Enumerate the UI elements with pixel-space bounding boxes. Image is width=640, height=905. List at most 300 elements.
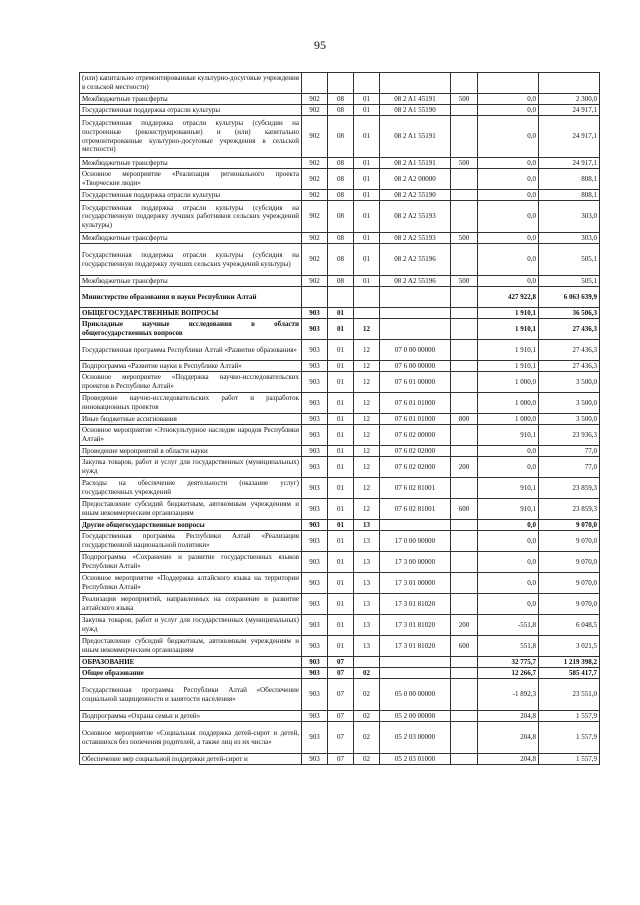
row-expense-type-cell: 500	[451, 158, 478, 169]
row-subsection-cell: 02	[354, 668, 380, 679]
row-amount-change-cell: 204,8	[478, 722, 539, 754]
row-amount-change-cell: 910,1	[478, 425, 539, 446]
row-subsection-cell: 12	[354, 414, 380, 425]
row-target-article-cell	[380, 73, 451, 94]
row-subsection-cell: 01	[354, 169, 380, 190]
row-section-cell: 01	[328, 372, 354, 393]
row-ministry-code-cell	[302, 73, 328, 94]
table-row	[80, 361, 600, 372]
row-subsection-cell: 02	[354, 754, 380, 765]
table-row	[80, 116, 600, 158]
row-subsection-cell	[354, 287, 380, 308]
row-subsection-cell: 01	[354, 94, 380, 105]
row-subsection-cell: 13	[354, 636, 380, 657]
row-amount-change-cell: 0,0	[478, 190, 539, 201]
table-row	[80, 244, 600, 276]
row-subsection-cell: 12	[354, 499, 380, 520]
row-amount-change-cell: 1 000,0	[478, 372, 539, 393]
row-amount-total-cell: 27 436,3	[539, 340, 600, 361]
row-subsection-cell: 02	[354, 722, 380, 754]
row-target-article-cell: 08 2 A2 00000	[380, 169, 451, 190]
table-row	[80, 158, 600, 169]
row-subsection-cell: 12	[354, 446, 380, 457]
row-subsection-cell: 13	[354, 615, 380, 636]
row-expense-type-cell	[451, 711, 478, 722]
row-section-cell: 01	[328, 520, 354, 531]
row-target-article-cell	[380, 657, 451, 668]
table-row	[80, 679, 600, 711]
row-amount-total-cell: 9 070,0	[539, 531, 600, 552]
row-expense-type-cell	[451, 531, 478, 552]
table-row	[80, 722, 600, 754]
row-ministry-code-cell: 903	[302, 308, 328, 319]
row-section-cell: 08	[328, 244, 354, 276]
row-section-cell: 01	[328, 594, 354, 615]
row-name-cell: Государственная поддержка отрасли культуры (субсидия на государственную поддержку лучших работников сельских учреждений культуры)	[80, 201, 302, 233]
row-ministry-code-cell	[302, 287, 328, 308]
row-section-cell: 01	[328, 340, 354, 361]
row-section-cell: 01	[328, 615, 354, 636]
table-row	[80, 414, 600, 425]
row-ministry-code-cell: 903	[302, 615, 328, 636]
row-target-article-cell: 05 0 00 00000	[380, 679, 451, 711]
table-row	[80, 615, 600, 636]
row-amount-change-cell: 0,0	[478, 573, 539, 594]
row-subsection-cell: 01	[354, 105, 380, 116]
row-expense-type-cell	[451, 372, 478, 393]
row-section-cell: 08	[328, 116, 354, 158]
row-section-cell: 01	[328, 361, 354, 372]
row-amount-change-cell: 0,0	[478, 446, 539, 457]
row-section-cell: 01	[328, 319, 354, 340]
table-row	[80, 319, 600, 340]
row-name-cell: Обеспечение мер социальной поддержки детей-сирот и	[80, 754, 302, 765]
row-expense-type-cell: 200	[451, 457, 478, 478]
row-ministry-code-cell: 902	[302, 190, 328, 201]
row-section-cell: 01	[328, 446, 354, 457]
row-expense-type-cell: 500	[451, 94, 478, 105]
row-expense-type-cell	[451, 116, 478, 158]
row-amount-total-cell: 9 070,0	[539, 594, 600, 615]
row-name-cell: Расходы на обеспечение деятельности (оказание услуг) государственных учреждений	[80, 478, 302, 499]
row-expense-type-cell: 600	[451, 636, 478, 657]
row-amount-change-cell: 12 266,7	[478, 668, 539, 679]
row-ministry-code-cell: 903	[302, 414, 328, 425]
row-target-article-cell: 08 2 A1 55190	[380, 105, 451, 116]
row-subsection-cell: 02	[354, 711, 380, 722]
row-section-cell: 07	[328, 679, 354, 711]
row-amount-total-cell: 9 070,0	[539, 552, 600, 573]
row-amount-total-cell: 3 500,0	[539, 414, 600, 425]
row-expense-type-cell	[451, 478, 478, 499]
row-expense-type-cell	[451, 105, 478, 116]
row-name-cell: Государственная программа Республики Алтай «Реализация государственной национальной политики»	[80, 531, 302, 552]
row-target-article-cell: 07 0 00 00000	[380, 340, 451, 361]
row-target-article-cell: 17 3 01 81020	[380, 636, 451, 657]
row-ministry-code-cell: 903	[302, 372, 328, 393]
row-amount-total-cell: 23 551,0	[539, 679, 600, 711]
row-amount-change-cell: 0,0	[478, 276, 539, 287]
row-target-article-cell: 17 0 00 00000	[380, 531, 451, 552]
row-name-cell: Основное мероприятие «Реализация регионального проекта «Творческие люди»	[80, 169, 302, 190]
row-amount-change-cell: 1 000,0	[478, 393, 539, 414]
row-amount-total-cell: 808,1	[539, 169, 600, 190]
row-amount-total-cell: 303,0	[539, 233, 600, 244]
table-row	[80, 499, 600, 520]
row-amount-change-cell: -551,8	[478, 615, 539, 636]
row-target-article-cell: 07 6 02 81001	[380, 499, 451, 520]
row-target-article-cell: 07 6 01 00000	[380, 372, 451, 393]
row-amount-change-cell: 551,8	[478, 636, 539, 657]
row-target-article-cell	[380, 287, 451, 308]
row-expense-type-cell	[451, 425, 478, 446]
table-row	[80, 711, 600, 722]
row-amount-total-cell: 585 417,7	[539, 668, 600, 679]
row-amount-total-cell: 23 936,3	[539, 425, 600, 446]
table-row	[80, 520, 600, 531]
row-section-cell: 01	[328, 425, 354, 446]
row-amount-total-cell: 3 021,5	[539, 636, 600, 657]
row-ministry-code-cell: 902	[302, 201, 328, 233]
row-target-article-cell	[380, 668, 451, 679]
page-number: 95	[314, 38, 326, 52]
row-target-article-cell: 08 2 A2 55193	[380, 233, 451, 244]
table-row	[80, 552, 600, 573]
row-ministry-code-cell: 903	[302, 446, 328, 457]
row-amount-total-cell: 3 500,0	[539, 372, 600, 393]
row-amount-change-cell: 0,0	[478, 105, 539, 116]
row-amount-change-cell	[478, 73, 539, 94]
row-ministry-code-cell: 903	[302, 722, 328, 754]
row-name-cell: Министерство образования и науки Республики Алтай	[80, 287, 302, 308]
row-expense-type-cell	[451, 190, 478, 201]
row-expense-type-cell	[451, 319, 478, 340]
row-target-article-cell: 07 6 01 01000	[380, 414, 451, 425]
row-amount-total-cell: 505,1	[539, 244, 600, 276]
row-expense-type-cell	[451, 340, 478, 361]
row-subsection-cell: 12	[354, 457, 380, 478]
row-name-cell: Основное мероприятие «Поддержка алтайского языка на территории Республики Алтай»	[80, 573, 302, 594]
table-row	[80, 594, 600, 615]
row-ministry-code-cell: 903	[302, 520, 328, 531]
table-row	[80, 531, 600, 552]
row-target-article-cell	[380, 520, 451, 531]
row-ministry-code-cell: 903	[302, 636, 328, 657]
budget-table	[79, 72, 600, 765]
row-amount-change-cell: 0,0	[478, 158, 539, 169]
row-expense-type-cell	[451, 361, 478, 372]
row-name-cell: Общее образование	[80, 668, 302, 679]
row-name-cell: Государственная поддержка отрасли культуры (субсидия на государственную поддержку лучших сельских учреждений культуры)	[80, 244, 302, 276]
row-subsection-cell: 01	[354, 276, 380, 287]
table-row	[80, 287, 600, 308]
row-expense-type-cell: 500	[451, 276, 478, 287]
row-amount-total-cell: 27 436,3	[539, 361, 600, 372]
row-expense-type-cell	[451, 573, 478, 594]
row-expense-type-cell	[451, 169, 478, 190]
row-name-cell: Межбюджетные трансферты	[80, 276, 302, 287]
row-subsection-cell	[354, 657, 380, 668]
row-expense-type-cell: 600	[451, 499, 478, 520]
row-target-article-cell	[380, 319, 451, 340]
row-expense-type-cell	[451, 287, 478, 308]
row-name-cell: Государственная программа Республики Алтай «Развитие образования»	[80, 340, 302, 361]
row-amount-change-cell: 0,0	[478, 116, 539, 158]
row-target-article-cell: 05 2 00 00000	[380, 711, 451, 722]
row-expense-type-cell	[451, 668, 478, 679]
table-row	[80, 393, 600, 414]
row-amount-total-cell: 2 300,0	[539, 94, 600, 105]
row-amount-total-cell: 24 917,1	[539, 105, 600, 116]
row-name-cell: Государственная поддержка отрасли культуры	[80, 190, 302, 201]
row-name-cell: Межбюджетные трансферты	[80, 158, 302, 169]
row-target-article-cell: 07 6 02 02000	[380, 446, 451, 457]
row-name-cell: Подпрограмма «Сохранение и развитие государственных языков Республики Алтай»	[80, 552, 302, 573]
row-section-cell: 08	[328, 158, 354, 169]
row-expense-type-cell	[451, 594, 478, 615]
row-amount-change-cell: 0,0	[478, 531, 539, 552]
row-ministry-code-cell: 903	[302, 657, 328, 668]
row-name-cell: Закупка товаров, работ и услуг для государственных (муниципальных) нужд	[80, 457, 302, 478]
row-name-cell: Основное мероприятие «Этнокультурное наследие народов Республики Алтай»	[80, 425, 302, 446]
row-amount-total-cell: 27 436,3	[539, 319, 600, 340]
row-name-cell: Закупка товаров, работ и услуг для государственных (муниципальных) нужд	[80, 615, 302, 636]
row-target-article-cell: 08 2 A2 55190	[380, 190, 451, 201]
row-ministry-code-cell: 903	[302, 393, 328, 414]
row-section-cell: 01	[328, 552, 354, 573]
row-amount-change-cell: 204,8	[478, 711, 539, 722]
row-ministry-code-cell: 902	[302, 276, 328, 287]
row-subsection-cell: 12	[354, 393, 380, 414]
row-amount-total-cell: 1 557,9	[539, 722, 600, 754]
row-amount-change-cell: 1 910,1	[478, 361, 539, 372]
row-amount-total-cell: 1 557,9	[539, 754, 600, 765]
row-ministry-code-cell: 903	[302, 552, 328, 573]
table-row	[80, 425, 600, 446]
row-section-cell: 07	[328, 657, 354, 668]
row-target-article-cell: 08 2 A1 55191	[380, 116, 451, 158]
row-name-cell: Подпрограмма «Развитие науки в Республике Алтай»	[80, 361, 302, 372]
table-row	[80, 657, 600, 668]
row-expense-type-cell	[451, 679, 478, 711]
row-expense-type-cell	[451, 754, 478, 765]
row-amount-change-cell: 910,1	[478, 499, 539, 520]
row-name-cell: Проведение научно-исследовательских работ и разработок инновационных проектов	[80, 393, 302, 414]
row-amount-total-cell: 77,0	[539, 446, 600, 457]
row-amount-change-cell: 0,0	[478, 244, 539, 276]
row-expense-type-cell	[451, 201, 478, 233]
table-row	[80, 308, 600, 319]
row-subsection-cell: 01	[354, 201, 380, 233]
table-row	[80, 276, 600, 287]
row-amount-total-cell	[539, 73, 600, 94]
row-ministry-code-cell: 902	[302, 105, 328, 116]
row-subsection-cell: 01	[354, 158, 380, 169]
row-ministry-code-cell: 903	[302, 361, 328, 372]
row-name-cell: Предоставление субсидий бюджетным, автономным учреждениям и иным некоммерческим организациям	[80, 499, 302, 520]
row-amount-change-cell: 1 910,1	[478, 319, 539, 340]
row-ministry-code-cell: 902	[302, 116, 328, 158]
row-expense-type-cell	[451, 308, 478, 319]
row-section-cell: 07	[328, 754, 354, 765]
row-amount-change-cell: 0,0	[478, 552, 539, 573]
row-ministry-code-cell: 903	[302, 478, 328, 499]
row-ministry-code-cell: 903	[302, 573, 328, 594]
row-expense-type-cell	[451, 520, 478, 531]
row-subsection-cell: 13	[354, 520, 380, 531]
row-subsection-cell	[354, 73, 380, 94]
row-target-article-cell: 08 2 A1 55191	[380, 158, 451, 169]
row-amount-total-cell: 36 506,3	[539, 308, 600, 319]
row-expense-type-cell	[451, 73, 478, 94]
row-ministry-code-cell: 903	[302, 668, 328, 679]
row-name-cell: Государственная поддержка отрасли культуры	[80, 105, 302, 116]
row-name-cell: Подпрограмма «Охрана семьи и детей»	[80, 711, 302, 722]
row-amount-change-cell: 0,0	[478, 594, 539, 615]
row-amount-change-cell: 0,0	[478, 201, 539, 233]
row-section-cell: 01	[328, 308, 354, 319]
row-amount-total-cell: 23 859,3	[539, 478, 600, 499]
row-ministry-code-cell: 903	[302, 711, 328, 722]
row-amount-change-cell: 427 922,8	[478, 287, 539, 308]
row-expense-type-cell	[451, 244, 478, 276]
row-subsection-cell: 12	[354, 340, 380, 361]
row-amount-change-cell: 32 775,7	[478, 657, 539, 668]
row-target-article-cell: 07 6 00 00000	[380, 361, 451, 372]
row-ministry-code-cell: 903	[302, 754, 328, 765]
row-section-cell: 01	[328, 478, 354, 499]
row-section-cell: 01	[328, 636, 354, 657]
row-subsection-cell: 12	[354, 361, 380, 372]
row-target-article-cell: 08 2 A2 55196	[380, 244, 451, 276]
table-row	[80, 201, 600, 233]
row-section-cell: 07	[328, 711, 354, 722]
row-target-article-cell: 17 3 01 81020	[380, 594, 451, 615]
row-name-cell: Реализация мероприятий, направленных на сохранение и развитие алтайского языка	[80, 594, 302, 615]
table-row	[80, 754, 600, 765]
row-ministry-code-cell: 902	[302, 94, 328, 105]
row-subsection-cell: 12	[354, 319, 380, 340]
row-name-cell: Другие общегосударственные вопросы	[80, 520, 302, 531]
row-name-cell: Иные бюджетные ассигнования	[80, 414, 302, 425]
row-section-cell: 07	[328, 668, 354, 679]
row-ministry-code-cell: 903	[302, 340, 328, 361]
row-amount-total-cell: 1 219 398,2	[539, 657, 600, 668]
row-section-cell: 08	[328, 233, 354, 244]
row-target-article-cell: 05 2 03 00000	[380, 722, 451, 754]
table-row	[80, 340, 600, 361]
table-row	[80, 190, 600, 201]
table-row	[80, 372, 600, 393]
row-target-article-cell: 07 6 02 81001	[380, 478, 451, 499]
row-section-cell: 07	[328, 722, 354, 754]
row-expense-type-cell	[451, 446, 478, 457]
row-target-article-cell: 17 3 01 81020	[380, 615, 451, 636]
row-section-cell	[328, 287, 354, 308]
row-ministry-code-cell: 903	[302, 679, 328, 711]
row-ministry-code-cell: 903	[302, 319, 328, 340]
row-subsection-cell: 12	[354, 478, 380, 499]
row-target-article-cell: 07 6 01 01000	[380, 393, 451, 414]
row-amount-change-cell: 0,0	[478, 169, 539, 190]
row-subsection-cell: 13	[354, 531, 380, 552]
row-amount-change-cell: 0,0	[478, 233, 539, 244]
row-section-cell	[328, 73, 354, 94]
row-amount-total-cell: 6 063 639,9	[539, 287, 600, 308]
row-name-cell: (или) капитально отремонтированные культурно-досуговые учреждения в сельской местности)	[80, 73, 302, 94]
row-subsection-cell: 01	[354, 244, 380, 276]
row-ministry-code-cell: 902	[302, 169, 328, 190]
row-section-cell: 01	[328, 573, 354, 594]
row-amount-total-cell: 1 557,9	[539, 711, 600, 722]
row-name-cell: ОБЩЕГОСУДАРСТВЕННЫЕ ВОПРОСЫ	[80, 308, 302, 319]
row-amount-total-cell: 24 917,1	[539, 116, 600, 158]
table-row	[80, 233, 600, 244]
row-target-article-cell: 17 3 01 00000	[380, 573, 451, 594]
table-row	[80, 457, 600, 478]
row-section-cell: 01	[328, 531, 354, 552]
row-amount-total-cell: 24 917,1	[539, 158, 600, 169]
row-amount-change-cell: 204,8	[478, 754, 539, 765]
row-amount-total-cell: 808,1	[539, 190, 600, 201]
row-amount-total-cell: 505,1	[539, 276, 600, 287]
row-subsection-cell: 01	[354, 116, 380, 158]
row-ministry-code-cell: 903	[302, 457, 328, 478]
row-target-article-cell: 17 3 00 00000	[380, 552, 451, 573]
row-expense-type-cell: 500	[451, 233, 478, 244]
row-subsection-cell: 02	[354, 679, 380, 711]
row-section-cell: 08	[328, 105, 354, 116]
row-section-cell: 01	[328, 393, 354, 414]
row-subsection-cell: 13	[354, 594, 380, 615]
row-ministry-code-cell: 903	[302, 531, 328, 552]
row-section-cell: 01	[328, 499, 354, 520]
row-subsection-cell: 01	[354, 233, 380, 244]
row-target-article-cell: 05 2 03 01000	[380, 754, 451, 765]
row-expense-type-cell	[451, 552, 478, 573]
row-amount-change-cell: 0,0	[478, 520, 539, 531]
row-name-cell: Основное мероприятие «Поддержка научно-исследовательских проектов в Республике Алтай»	[80, 372, 302, 393]
table-row	[80, 478, 600, 499]
row-amount-total-cell: 77,0	[539, 457, 600, 478]
table-row	[80, 169, 600, 190]
row-subsection-cell: 01	[354, 190, 380, 201]
table-row	[80, 573, 600, 594]
row-ministry-code-cell: 903	[302, 594, 328, 615]
row-amount-total-cell: 9 070,0	[539, 573, 600, 594]
row-section-cell: 08	[328, 169, 354, 190]
row-name-cell: Государственная поддержка отрасли культуры (субсидии на построенные (реконструированные) и (или) капитально отремонтированные культурно-досуговые учреждения в сельской местности)	[80, 116, 302, 158]
row-amount-change-cell: 0,0	[478, 94, 539, 105]
row-amount-change-cell: 1 910,1	[478, 340, 539, 361]
row-target-article-cell: 08 2 A2 55193	[380, 201, 451, 233]
row-name-cell: Прикладные научные исследования в области общегосударственных вопросов	[80, 319, 302, 340]
row-ministry-code-cell: 902	[302, 244, 328, 276]
row-subsection-cell: 13	[354, 573, 380, 594]
row-name-cell: Межбюджетные трансферты	[80, 94, 302, 105]
row-amount-total-cell: 23 859,3	[539, 499, 600, 520]
table-row	[80, 73, 600, 94]
row-name-cell: Проведение мероприятий в области науки	[80, 446, 302, 457]
row-expense-type-cell: 800	[451, 414, 478, 425]
row-amount-total-cell: 9 070,0	[539, 520, 600, 531]
table-row	[80, 446, 600, 457]
row-section-cell: 08	[328, 201, 354, 233]
table-row	[80, 94, 600, 105]
row-subsection-cell	[354, 308, 380, 319]
row-name-cell: Государственная программа Республики Алтай «Обеспечение социальной защищенности и занятости населения»	[80, 679, 302, 711]
table-row	[80, 636, 600, 657]
